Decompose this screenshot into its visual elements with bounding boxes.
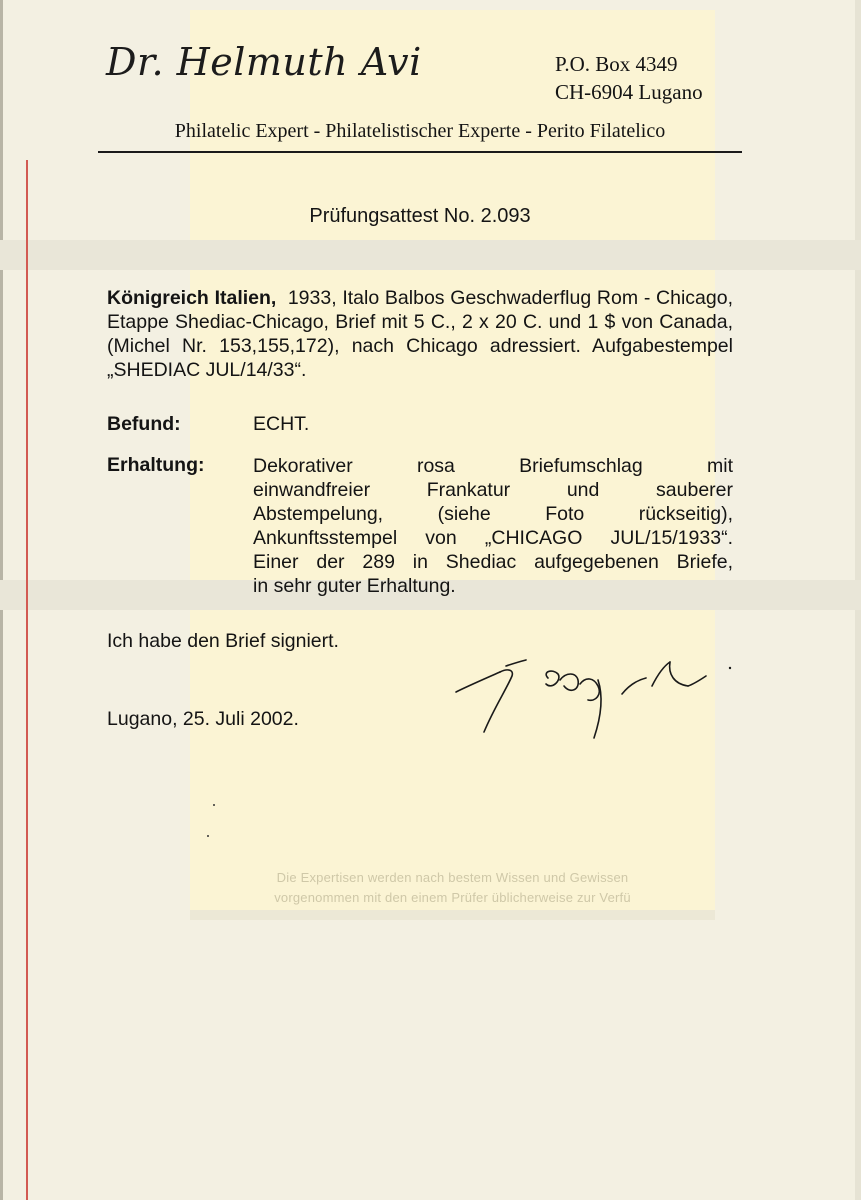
address-line-1: P.O. Box 4349 xyxy=(555,52,678,76)
faint-footnote-line: vorgenommen mit den einem Prüfer üblicherweise zur Verfü xyxy=(274,890,631,905)
certificate-description xyxy=(107,286,733,382)
erhaltung-line: Dekorativer rosa Briefumschlag mit xyxy=(253,455,733,477)
faint-footnote xyxy=(190,868,715,908)
befund-label: Befund: xyxy=(107,413,181,435)
erhaltung-line: Ankunftsstempel von „CHICAGO JUL/15/1933“. xyxy=(253,527,733,549)
certificate-description-text: 1933, Italo Balbos Geschwaderflug Rom - Chicago, Etappe Shediac-Chicago, Brief mit 5 C., 2 x 20 C. und 1 $ von Canada, (Michel Nr. 153,155,172), nach Chicago adressiert. Aufgabestempel „SHEDIAC JUL/14/33“. xyxy=(107,287,733,381)
erhaltung-line: in sehr guter Erhaltung. xyxy=(253,575,456,597)
befund-value: ECHT. xyxy=(253,413,310,435)
address-line-2: CH-6904 Lugano xyxy=(555,80,703,104)
erhaltung-line: Einer der 289 in Shediac aufgegebenen Briefe, xyxy=(253,551,733,573)
faint-footnote-line: Die Expertisen werden nach bestem Wissen und Gewissen xyxy=(276,870,629,885)
header-divider xyxy=(98,151,742,153)
ink-speck xyxy=(213,804,215,806)
erhaltung-line: einwandfreier Frankatur und sauberer xyxy=(253,479,733,501)
margin-line xyxy=(26,160,28,1200)
erhaltung-text xyxy=(253,454,733,598)
panel-shadow xyxy=(190,910,715,920)
erhaltung-line: Abstempelung, (siehe Foto rückseitig), xyxy=(253,503,733,525)
certificate-subject: Königreich Italien, xyxy=(107,287,277,309)
certificate-title: Prüfungsattest No. 2.093 xyxy=(309,205,531,227)
letterhead-address xyxy=(555,50,703,106)
handwritten-signature xyxy=(448,650,738,745)
erhaltung-label: Erhaltung: xyxy=(107,454,205,476)
place-and-date: Lugano, 25. Juli 2002. xyxy=(107,708,299,730)
letterhead-tagline: Philatelic Expert - Philatelistischer Experte - Perito Filatelico xyxy=(174,120,666,142)
letterhead-name: Dr. Helmuth Avi xyxy=(106,40,422,84)
signed-statement: Ich habe den Brief signiert. xyxy=(107,630,339,652)
ink-speck xyxy=(207,835,209,837)
scan-band-top xyxy=(0,240,861,270)
